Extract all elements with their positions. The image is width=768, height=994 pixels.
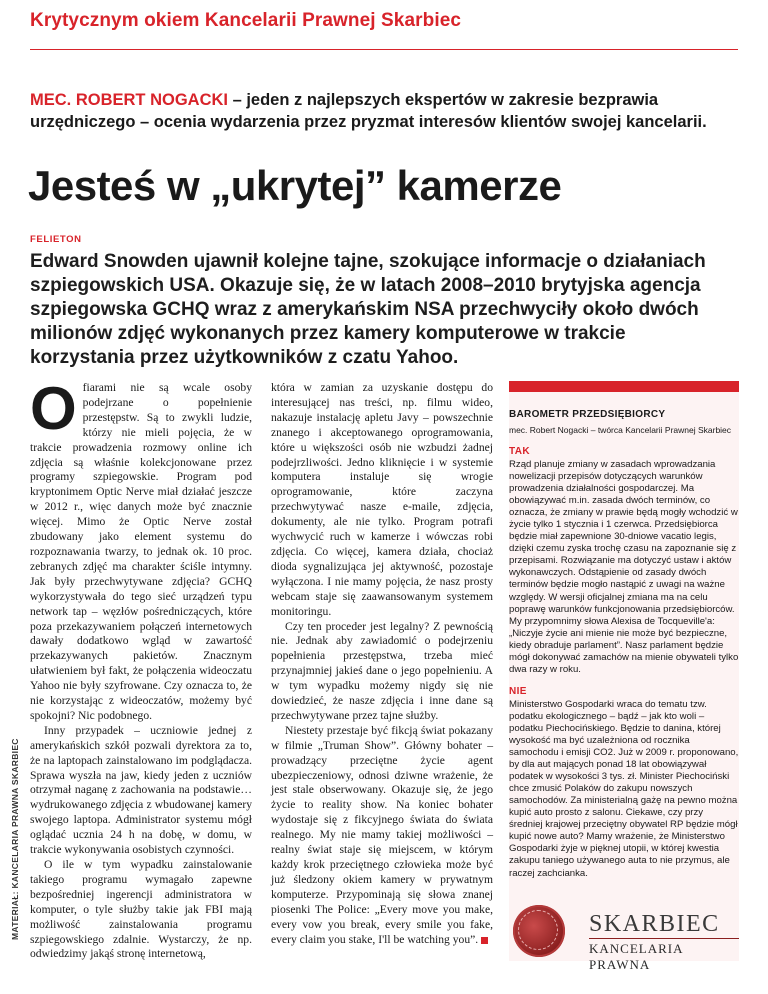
paragraph: Inny przypadek – uczniowie jednej z amerykańskich szkół pozwali dyrektora za to, że na laptopach zainstalowano im podglądacza. Sprawa wyszła na jaw, kiedy jeden z uczniów otrzymał naganę z zachowania na podstawie… wydrukowanego zdjęcia z wbudowanej kamery swojego laptopa. Administrator systemu mógł oglądać ucznia 24 h na dobę, w domu, w trakcie wykonywania osobistych czynności. (30, 723, 252, 857)
sidebar-no-text: Ministerstwo Gospodarki wraca do tematu tzw. podatku ekologicznego – bądź – jak kto woli – podatku Piechocińskiego. Będzie to danina, której wysokość ma być uzależniona od rocznika samochodu i emisji CO2. Już w 2009 r. proponowano, by dla aut mających ponad 18 lat obowiązywał podatek w wysokości 3 tys. zł. Minister Piechociński chce zmusić Polaków do zakupu nowszych samochodów. Za ministerialną gażę na pewno można kupić auto prosto z salonu. Ciekawe, czy przy średniej krajowej przeciętny obywatel RP będzie mógł kupić nowe auto? Mamy wrażenie, że Ministerstwo Gospodarki żyje w pięknej utopii, w której kwestia zakupu taniego używanego auta to nie przymus, ale raczej zachcianka. (509, 698, 739, 879)
section-label: FELIETON (30, 234, 82, 245)
paragraph: która w zamian za uzyskanie dostępu do interesującej nas treści, np. filmu wideo, nakazuje instalację apletu Javy – powszechnie znanego i akceptowanego oprogramowania, które u większości osób nie wzbudzi żadnej podejrzliwości. Jedno kliknięcie i w systemie komputera instaluje się wrogie oprogramowanie, które zaczyna przechwytywać nasze e-maile, zdjęcia, dokumenty, ale nie tylko. Program potrafi wychwycić ruch w kamerze i wówczas robi zdjęcia. Co więcej, kamera działa, chociaż dioda sygnalizująca jej aktywność, pozostaje wyłączona. I nie mamy pojęcia, że nasz prosty webcam staje się zaawansowanym systemem monitoringu. (271, 381, 493, 618)
sidebar-accent-bar (509, 381, 739, 392)
sidebar-no-heading: NIE (509, 685, 527, 697)
sidebar-yes-heading: TAK (509, 446, 531, 457)
sidebar-yes-text: Rząd planuje zmiany w zasadach wprowadzania nowelizacji przepisów dotyczących warunków prowadzenia działalności gospodarczej. Ma obowiązywać m.in. zasada dwóch terminów, co oznacza, że zmiany w prawie będą mogły wchodzić w życie tylko 1 stycznia i 1 czerwca. Przedsiębiorca będzie miał zapewnione 30-dniowe vacatio legis, dzięki czemu zyska trochę czasu na zapoznanie się z przepisami. Rozwiązanie ma dotyczyć ustaw i aktów wykonawczych. Odstąpienie od zasady dwóch terminów będzie mogło nastąpić z uwagi na ważne względy. W wersji oficjalnej zmiana ma na celu poprawę warunków funkcjonowania przedsiębiorców. My przypomnimy słowa Alexisa de Tocqueville'a: „Niczyje życie ani mienie nie może być bezpieczne, kiedy obraduje parlament”. Nasz parlament będzie mógł dokonywać zamachów na mienie obywateli tylko dwa razy w roku. (509, 459, 739, 675)
paragraph: O ile w tym wypadku zainstalowanie takiego programu wymagało zapewne bezpośredniej ingerencji administratora w komputer, o tyle służby takie jak FBI mają możliwość zainstalowania programu szpiegowskiego zdalnie. Wystarczy, że np. odwiedzimy jakąś stronę internetową, (30, 858, 252, 961)
skarbiec-logo (509, 903, 739, 972)
side-credit-label: MATERIAŁ: KANCELARIA PRAWNA SKARBIEC (10, 738, 20, 940)
paragraph-text: fiarami nie są wcale osoby podejrzane o popełnienie przestępstw. Są to zwykli ludzie, którzy nie mieli pojęcia, że w trakcie prowadzenia rozmowy online ich zdjęcia są właśnie kolekcjonowane przez programy szpiegowskie. Program pod kryptonimem Optic Nerve miał działać jeszcze w 2012 r., więc danych może być znacznie więcej. Mimo że Optic Nerve został zbudowany jako element systemu do rozpoznawania twarzy, to jednak ok. 10 proc. zebranych zdjęć ma charakter ściśle intymny. Jak były przechwytywane zdjęcia? GCHQ wykorzystywała do tego sieć urządzeń typu network tap – węzłów pośredniczących, które poza przekazywaniem połączeń internetowych dawały dodatkowo wgląd w zawartość przekazywanych pakietów. Znacznym ułatwieniem był fakt, że połączenia wideoczatu Yahoo nie były szyfrowane. Czy oznacza to, że nie korzystając z wideoczatów, możemy być spokojni? Nic podobnego. (30, 381, 252, 722)
header-divider (30, 49, 738, 50)
paragraph (30, 375, 252, 724)
drop-cap: O (30, 375, 77, 442)
logo-subtitle: KANCELARIA PRAWNA (589, 941, 683, 972)
barometer-sidebar (509, 381, 739, 961)
seal-ring (518, 910, 558, 950)
logo-name: SKARBIEC (589, 911, 720, 937)
intro-text: – jeden z najlepszych ekspertów w zakresie bezprawia urzędniczego – ocenia wydarzenia przez pryzmat interesów klientów swojej kancelarii. (30, 91, 707, 131)
header-title: Krytycznym okiem Kancelarii Prawnej Skarbiec (30, 10, 462, 31)
sidebar-title: BAROMETR PRZEDSIĘBIORCY (509, 409, 666, 420)
paragraph: Czy ten proceder jest legalny? Z pewnością nie. Jednak aby zawiadomić o podejrzeniu popełnienia przestępstwa, trzeba mieć przynajmniej jakieś dane o jego popełnieniu. A w tym wypadku możemy nigdy się nie dowiedzieć, że nasze zdjęcia i inne dane są przechwytywane przez tajne służby. (271, 619, 493, 722)
logo-divider (589, 938, 739, 939)
article-title: Jesteś w „ukrytej” kamerze (28, 162, 562, 209)
intro-author: MEC. ROBERT NOGACKI (30, 91, 228, 109)
article-column-2 (271, 381, 493, 947)
article-lead: Edward Snowden ujawnił kolejne tajne, szokujące informacje o działaniach szpiegowskich USA. Okazuje się, że w latach 2008–2010 brytyjska agencja szpiegowska GCHQ wraz z amerykańskim NSA przechwyciły około dwóch milionów zdjęć wykonanych przez kamery komputerowe w trakcie korzystania przez użytkowników z czatu Yahoo. (30, 251, 706, 368)
end-mark-icon (481, 937, 488, 944)
article-column-1 (30, 375, 252, 962)
paragraph-text: Niestety przestaje być fikcją świat pokazany w filmie „Truman Show”. Główny bohater – prowadzący przeciętne życie agent ubezpieczeniowy, odnosi dziwne wrażenie, że jest stale obserwowany. Okazuje się, że jego życie to reality show. Na koniec bohater wydostaje się z fikcyjnego świata do świata realnego. My nie mamy takiej możliwości – realny świat staje się miejscem, w którym każdy krok przeciętnego człowieka może być już śledzony okiem kamery w prywatnym komputerze. Przypominają się słowa znanej piosenki The Police: „Every move you make, every vow you break, every smile you fake, every claim you stake, I'll be watching you”. (271, 723, 493, 946)
sidebar-subtitle: mec. Robert Nogacki – twórca Kancelarii Prawnej Skarbiec (509, 425, 732, 435)
paragraph (271, 724, 493, 948)
intro (30, 89, 740, 133)
seal-icon (513, 905, 565, 957)
